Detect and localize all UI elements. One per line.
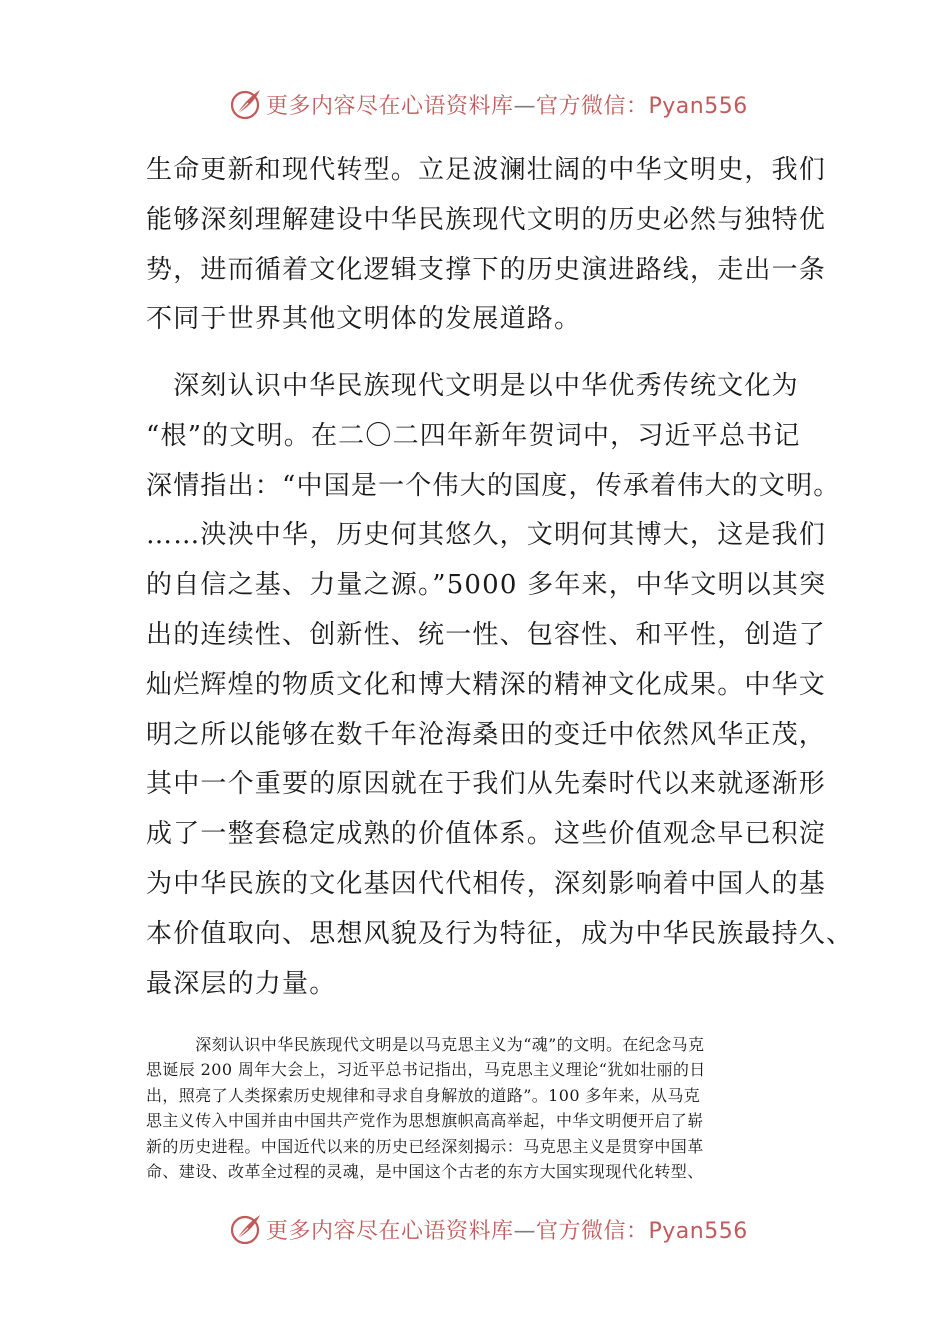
footer-watermark bbox=[228, 1209, 748, 1249]
text-line: 为中华民族的文化基因代代相传，深刻影响着中国人的基 bbox=[146, 868, 827, 899]
text-line: 深刻认识中华民族现代文明是以中华优秀传统文化为 bbox=[146, 371, 799, 401]
watermark-dash: — bbox=[513, 93, 537, 119]
header-watermark bbox=[228, 84, 748, 124]
text-line: 成了一整套稳定成熟的价值体系。这些价值观念早已积淀 bbox=[146, 819, 827, 850]
text-line: 出的连续性、创新性、统一性、包容性、和平性，创造了 bbox=[146, 619, 827, 650]
watermark-site: 更多内容尽在心语资料库 bbox=[266, 93, 514, 119]
text-line: 命、建设、改革全过程的灵魂，是中国这个古老的东方大国实现现代化转型、 bbox=[146, 1161, 704, 1181]
text-line: 新的历史进程。中国近代以来的历史已经深刻揭示：马克思主义是贯穿中国革 bbox=[146, 1136, 704, 1156]
text-line: 深刻认识中华民族现代文明是以马克思主义为“魂”的文明。在纪念马克 bbox=[146, 1035, 705, 1054]
text-line: 深情指出：“中国是一个伟大的国度，传承着伟大的文明。 bbox=[146, 470, 841, 501]
text-line: “根”的文明。在二〇二四年新年贺词中，习近平总书记 bbox=[146, 420, 801, 451]
text-line: 能够深刻理解建设中华民族现代文明的历史必然与独特优 bbox=[146, 204, 827, 235]
text-line: 生命更新和现代转型。立足波澜壮阔的中华文明史，我们 bbox=[146, 155, 827, 185]
text-line: 灿烂辉煌的物质文化和博大精深的精神文化成果。中华文 bbox=[146, 669, 827, 700]
watermark-text bbox=[266, 1214, 748, 1245]
text-line: 本价值取向、思想风貌及行为特征，成为中华民族最持久、 bbox=[146, 918, 854, 949]
quill-logo-icon bbox=[228, 86, 264, 122]
text-line: 其中一个重要的原因就在于我们从先秦时代以来就逐渐形 bbox=[146, 769, 827, 800]
paragraph-3 bbox=[146, 1032, 801, 1184]
quill-logo-icon bbox=[228, 1211, 264, 1247]
text-line: 不同于世界其他文明体的发展道路。 bbox=[146, 304, 582, 335]
watermark-contact: 官方微信：Pyan556 bbox=[536, 1218, 748, 1244]
text-line: 势，进而循着文化逻辑支撑下的历史演进路线，走出一条 bbox=[146, 254, 827, 285]
text-line: 思诞辰 200 周年大会上，习近平总书记指出，马克思主义理论“犹如壮丽的日 bbox=[146, 1060, 706, 1080]
watermark-site: 更多内容尽在心语资料库 bbox=[266, 1218, 514, 1244]
text-line: ……泱泱中华，历史何其悠久，文明何其博大，这是我们 bbox=[146, 520, 827, 551]
watermark-dash: — bbox=[513, 1218, 537, 1244]
watermark-contact: 官方微信：Pyan556 bbox=[536, 93, 748, 119]
text-line: 的自信之基、力量之源。”5000 多年来，中华文明以其突 bbox=[146, 570, 827, 601]
paragraph-2 bbox=[146, 362, 854, 1009]
text-line: 明之所以能够在数千年沧海桑田的变迁中依然风华正茂， bbox=[146, 719, 827, 750]
watermark-text bbox=[266, 89, 748, 120]
text-line: 思主义传入中国并由中国共产党作为思想旗帜高高举起，中华文明便开启了崭 bbox=[146, 1111, 704, 1131]
text-line: 最深层的力量。 bbox=[146, 968, 337, 999]
text-line: 出，照亮了人类探索历史规律和寻求自身解放的道路”。100 多年来，从马克 bbox=[146, 1085, 701, 1105]
paragraph-1 bbox=[146, 146, 827, 345]
